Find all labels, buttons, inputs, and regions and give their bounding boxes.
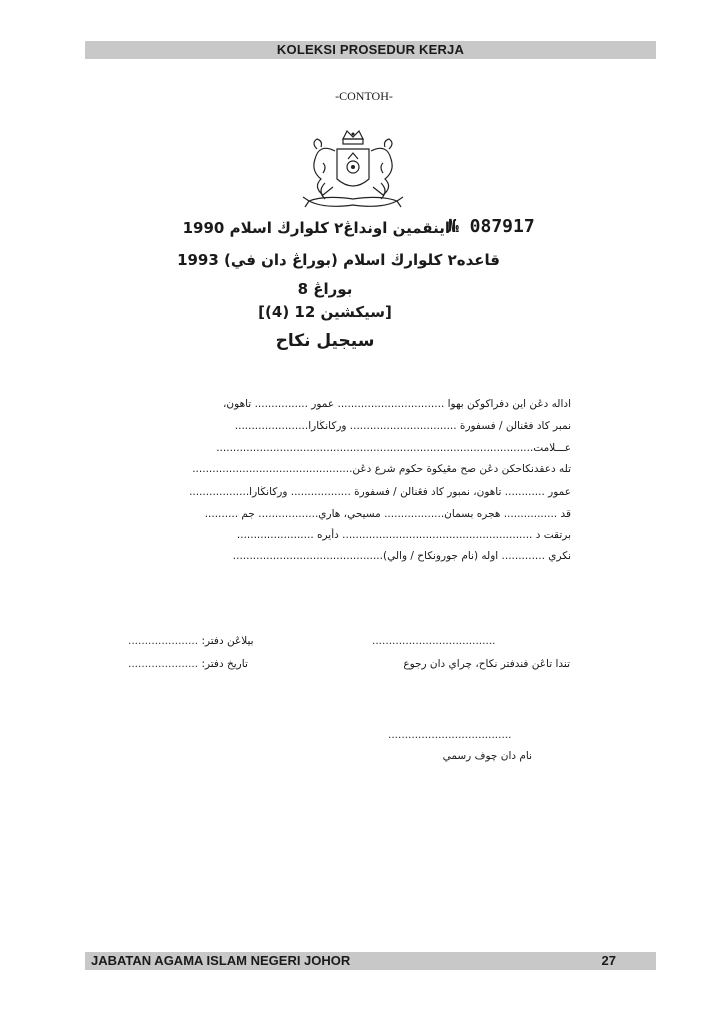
register-number-label: بيلاڠن دفتر: [201, 635, 254, 647]
form-field-8: نكري ............. اوله (نام جورونكاح / والي)............................................. [232, 550, 571, 562]
certificate-title: سيجيل نكاح [275, 331, 375, 351]
act-line: اينقمين اونداڠ٢ كلوارڬ اسلام 1990 [182, 219, 450, 237]
form-field-4: تله دعقدنكاحكن دڠن صح مڠيكوة حكوم شرع دڠن................................................ [192, 463, 571, 475]
footer-department: JABATAN AGAMA ISLAM NEGERI JOHOR [91, 953, 351, 968]
register-date-label: تاريخ دفتر: [201, 658, 248, 670]
johor-crest-emblem [295, 125, 411, 221]
register-number-dots: ..................... [128, 635, 199, 647]
registrar-signature-dots: ..................................... [372, 635, 496, 647]
register-date-dots: ..................... [128, 658, 199, 670]
form-field-3: عـــلامت............................................................................................... [216, 442, 571, 454]
official-stamp-dots: ..................................... [388, 729, 512, 741]
official-stamp-label: نام دان چوف رسمي [442, 750, 532, 762]
form-field-1: اداله دڠن اين دفراكوكن بهوا ................................ عمور ................ تاهون، [223, 398, 571, 410]
sample-label: -CONTOH- [335, 89, 393, 103]
header-title: KOLEKSI PROSEDUR KERJA [276, 42, 465, 57]
page-footer [85, 952, 656, 970]
rules-line: قاعده٢ كلوارڬ اسلام (بوراڠ دان في) 1993 [177, 251, 500, 269]
footer-page-number: 27 [601, 953, 616, 968]
register-date-row [128, 657, 248, 671]
registrar-signature-label: تندا تاڠن فندفتر نكاح، چراي دان رجوع [403, 658, 570, 670]
form-field-2: نمبر كاد فڠنالن / فسفورة ................................ وركانڬارا...................... [234, 420, 571, 432]
form-number-line: بوراڠ 8 [297, 280, 353, 298]
register-number-row [128, 634, 254, 648]
form-field-6: قد ................ هجره بسمان.................. مسيحي، هاري.................. جم .......... [204, 508, 571, 520]
form-field-7: برتقت د ......................................................... دأيره ....................... [236, 529, 571, 541]
form-field-5: عمور ............ تاهون، نمبور كاد فڠنالن / فسفورة .................. وركانڬارا.................. [189, 486, 571, 498]
certificate-serial-number: № 087917 [448, 216, 535, 237]
section-line: [سيكشين 12 (4)] [258, 303, 392, 321]
page-header [85, 41, 656, 59]
